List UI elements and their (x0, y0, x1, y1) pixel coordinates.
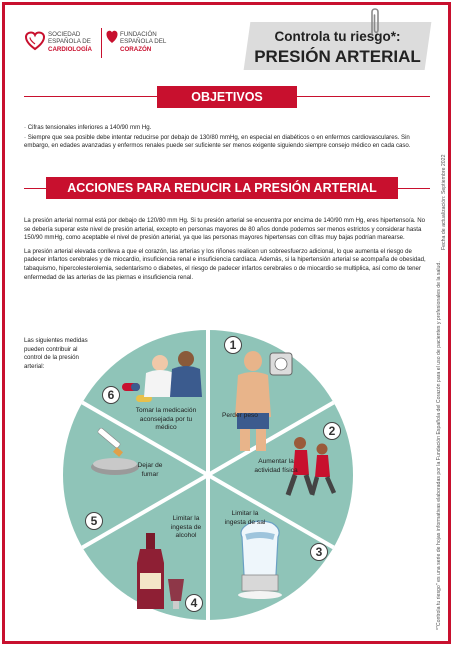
side-date-text: Fecha de actualización: Septiembre 2022 (441, 154, 447, 250)
segment-number-3: 3 (310, 543, 328, 561)
segment-label-6: Tomar la medicación aconsejada por tu médico (135, 407, 197, 432)
segment-label-1: Perder peso (222, 412, 258, 419)
segment-number-5: 5 (85, 512, 103, 530)
segment-number-1: 1 (224, 336, 242, 354)
segment-number-2: 2 (323, 422, 341, 440)
segment-label-5: Dejar de fumar (137, 462, 163, 478)
fec-heart-logo-icon (106, 30, 118, 44)
side-note-text: *"Controla tu riesgo" es una serie de hojas informativas elaboradas por la Fundación Española del Corazón para el uso de pacientes y profesionales de la salud. (436, 261, 442, 630)
wheel-intro: Las siguientes medidas pueden contribuir al control de la presión arterial: (24, 337, 88, 370)
segment-number-6: 6 (102, 386, 120, 404)
title-line-2: PRESIÓN ARTERIAL (254, 47, 421, 66)
page-title (247, 22, 428, 70)
acciones-heading: ACCIONES PARA REDUCIR LA PRESIÓN ARTERIAL (46, 177, 398, 199)
acciones-text (24, 217, 429, 283)
measures-wheel (60, 323, 356, 623)
sec-logo-text: SOCIEDAD ESPAÑOLA DE CARDIOLOGÍA (48, 31, 92, 53)
segment-label-2: Aumentar la actividad física (254, 458, 298, 474)
objetivos-heading: OBJETIVOS (157, 86, 297, 108)
logo-divider (101, 28, 102, 58)
segment-number-4: 4 (185, 594, 203, 612)
objetivos-bullet: · Siempre que sea posible debe intentar reducirse por debajo de 130/80 mmHg, en especial en diabéticos o en enfermos cardiovasculares. Sin embargo, en edades avanzadas y enfermos renales puede ser suficiente ser menos exigente siguiendo siempre consejo médico en cada caso. (24, 133, 411, 150)
title-line-1: Controla tu riesgo*: (274, 29, 401, 44)
paperclip-icon (365, 4, 385, 38)
acciones-paragraph: La presión arterial normal está por debajo de 120/80 mm Hg. Si tu presión arterial se encuentra por encima de 140/90 mm Hg, eres hipertenso/a. No se debería superar este nivel de presión arterial, excepto en personas mayores de 80 años donde podemos ser menos estrictos y considerar hasta 150/90 mmHg, como aceptable el nivel de presión arterial, ya que las personas mayores hipertensas con cifras muy bajas podrían marearse. (24, 217, 426, 242)
salt-shaker-icon (238, 521, 282, 599)
fec-logo-text: FUNDACIÓN ESPAÑOLA DEL CORAZÓN (120, 31, 167, 53)
side-date (441, 70, 449, 630)
objetivos-bullet: · Cifras tensionales inferiores a 140/90 mm Hg. (24, 124, 152, 131)
sec-heart-logo-icon (24, 30, 46, 52)
objetivos-text (24, 124, 429, 152)
acciones-paragraph: La presión arterial elevada conlleva a que el corazón, las arterias y los riñones realicen un sobreesfuerzo adicional, lo que aumenta el riesgo de padecer infartos cerebrales y de miocardio, insuficiencia renal e insuficiencia cardíaca. Además, si la hipertensión arterial se acompaña de obesidad, tabaquismo, hipercolesterolemia, sedentarismo o diabetes, el riesgo de padecer infartos cerebrales o de miocardio se multiplica, así como de tener enfermedad de las arterias de las piernas e insuficiencia renal. (24, 247, 426, 281)
segment-label-3: Limitar la ingesta de sal (224, 510, 266, 526)
segment-label-4: Limitar la ingesta de alcohol (170, 515, 202, 540)
